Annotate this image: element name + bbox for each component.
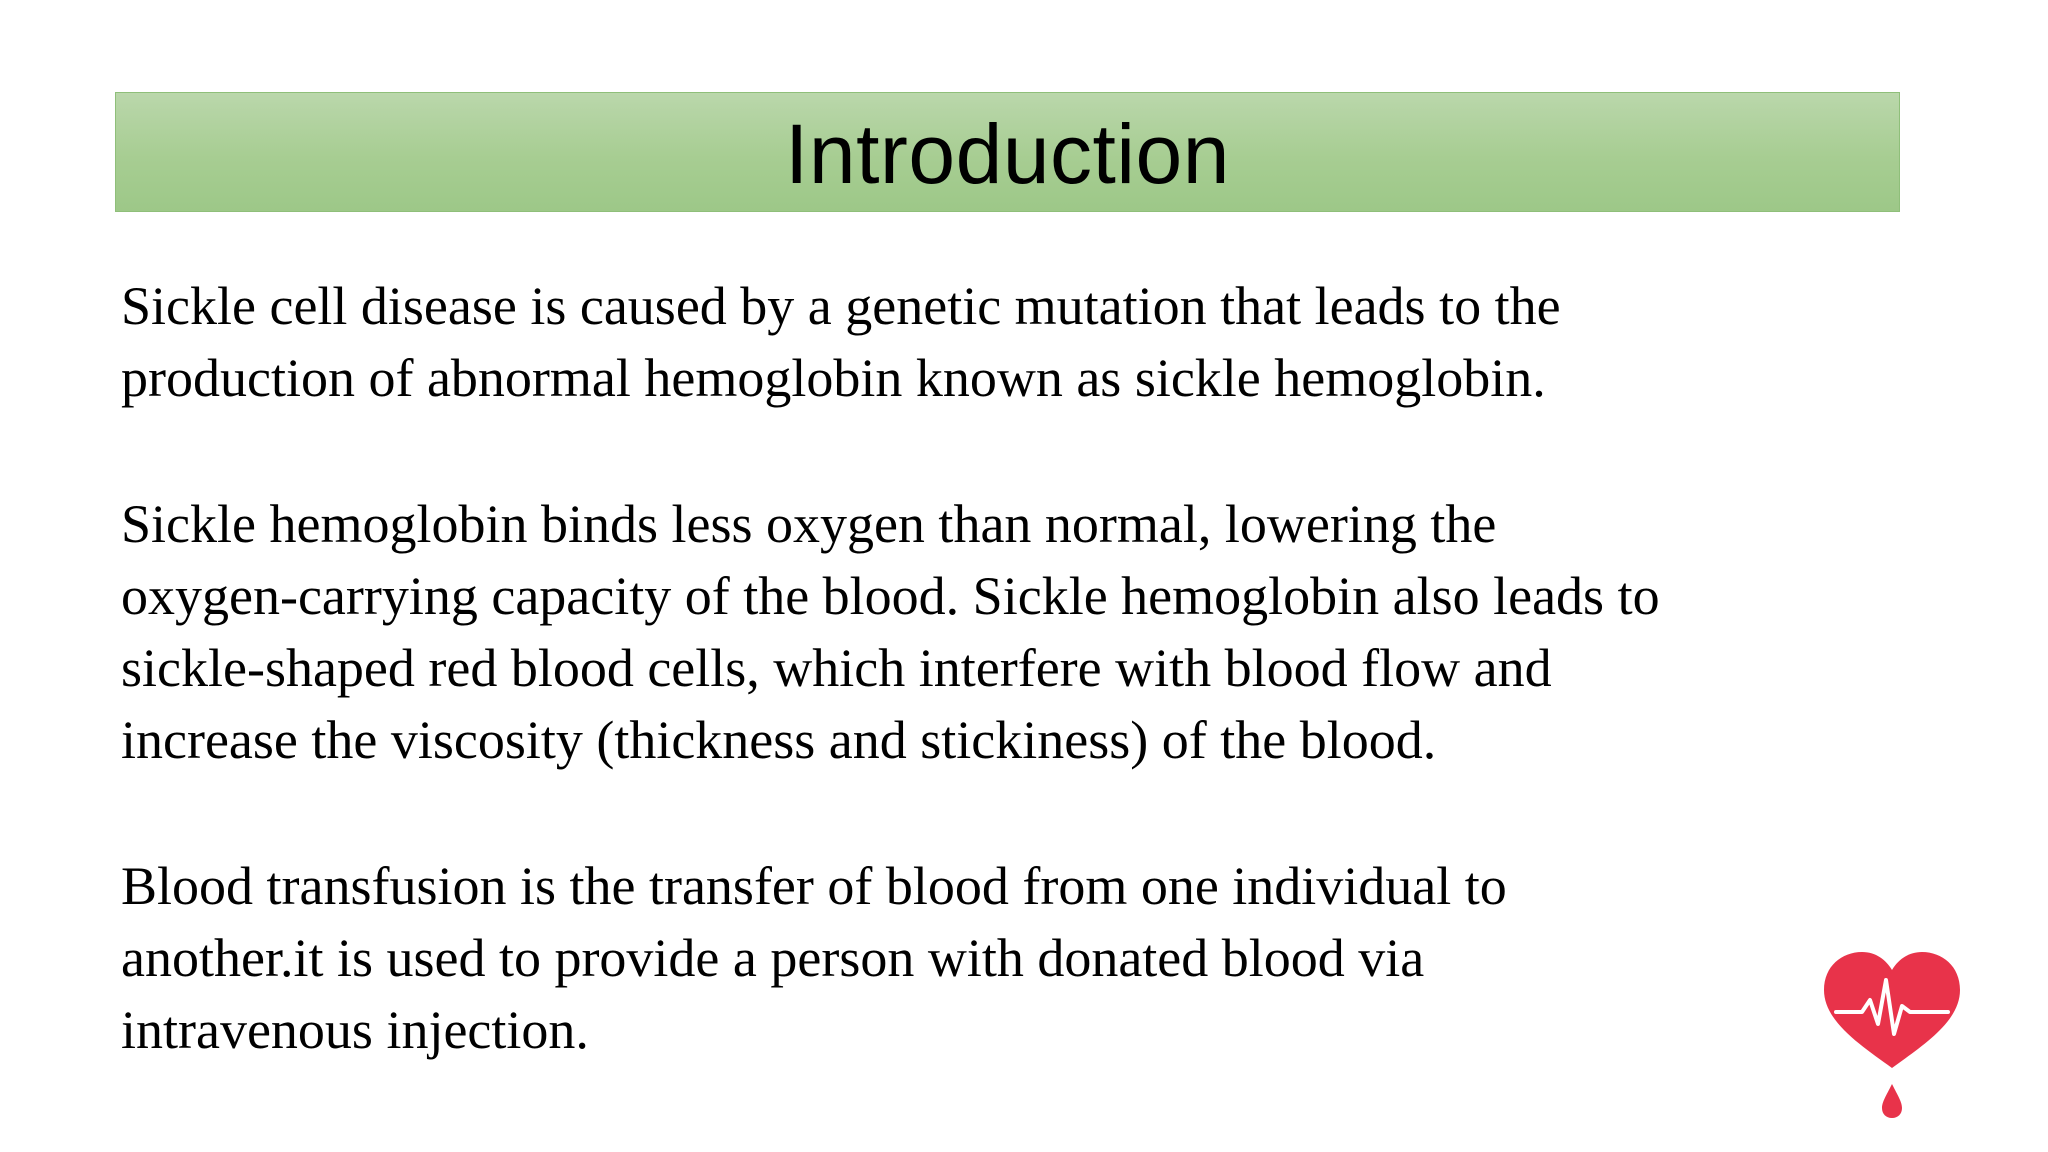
paragraph-blood-transfusion: Blood transfusion is the transfer of blood from one individual to another.it is used to provide a person with donated blood via intravenous injection. [121, 856, 1507, 1060]
paragraph-sickle-hemoglobin-effects: Sickle hemoglobin binds less oxygen than normal, lowering the oxygen-carrying capacity of the blood. Sickle hemoglobin also leads to sickle-shaped red blood cells, which interfere with blood flow and increase the viscosity (thickness and stickiness) of the blood. [121, 494, 1660, 770]
title-banner [115, 92, 1900, 212]
paragraph-sickle-cell-cause: Sickle cell disease is caused by a genetic mutation that leads to the production of abnormal hemoglobin known as sickle hemoglobin. [121, 276, 1561, 408]
slide-body [121, 270, 1931, 1140]
heart-pulse-blood-drop-icon [1822, 950, 1962, 1120]
blood-drop [1882, 1084, 1902, 1118]
slide-title: Introduction [785, 107, 1230, 201]
